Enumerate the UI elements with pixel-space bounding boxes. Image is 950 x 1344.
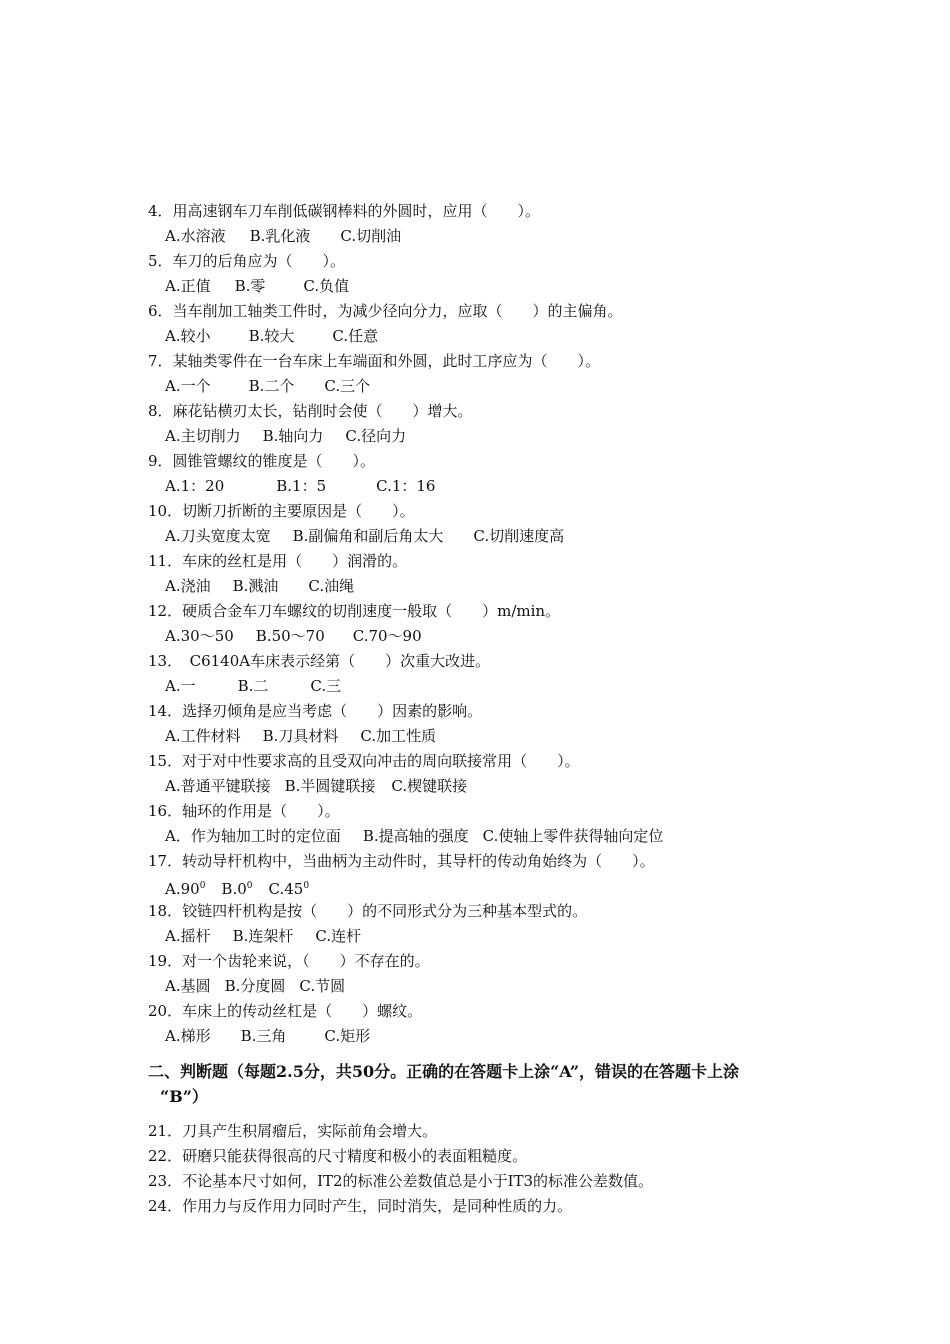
degree-superscript: 0 [246,881,253,891]
option-label: B.刀具材料 [262,727,339,745]
question-text: 12．硬质合金车刀车螺纹的切削速度一般取（ ）m/min。 [148,602,561,620]
option-a [165,974,211,999]
question-options [148,874,838,899]
option-a [165,324,211,349]
option-label: A.普通平键联接 [165,777,271,795]
option-label: C.45 [268,880,304,898]
option-a [165,1024,211,1049]
option-b [221,874,252,902]
option-label: C.油绳 [308,577,355,595]
option-b [256,624,325,649]
question-options [148,974,838,999]
option-label: C.任意 [332,327,379,345]
option-c [324,1024,370,1049]
option-label: A.30～50 [165,627,234,645]
option-label: C.节圆 [299,977,346,995]
option-c [391,774,467,799]
option-label: C.楔键联接 [391,777,468,795]
option-c [345,424,406,449]
option-c [353,624,422,649]
option-c [269,874,310,902]
option-label: B.提高轴的强度 [362,827,469,845]
option-label: A.工件材料 [165,727,241,745]
option-b [233,574,279,599]
option-label: B.轴向力 [262,427,324,445]
option-label: B.半圆键联接 [284,777,376,795]
judgment-statement: 24．作用力与反作用力同时产生，同时消失，是同种性质的力。 [148,1197,573,1215]
option-b [263,724,339,749]
option-label: B.0 [221,880,247,898]
question-text: 20．车床上的传动丝杠是（ ）螺纹。 [148,1002,423,1020]
option-label: C.使轴上零件获得轴向定位 [482,827,664,845]
option-label: C.三个 [324,377,371,395]
option-b [233,924,294,949]
option-c [376,474,435,499]
question-options [148,524,838,549]
option-b [285,774,376,799]
option-a [165,524,271,549]
option-a [165,824,341,849]
option-label: A.一 [165,677,196,695]
question-text: 11．车床的丝杠是用（ ）润滑的。 [148,552,408,570]
option-a [165,374,211,399]
option-a [165,574,211,599]
option-label: A.摇杆 [165,927,211,945]
option-label: B.副偏角和副后角太大 [292,527,444,545]
option-label: B.溅油 [232,577,279,595]
option-c [360,724,436,749]
option-c [473,524,564,549]
question-options [148,674,838,699]
option-label: C.切削油 [340,227,402,245]
option-a [165,874,205,902]
question-text: 9．圆锥管螺纹的锥度是（ ）。 [148,452,376,470]
option-a [165,724,241,749]
judgment-statement: 21．刀具产生积屑瘤后，实际前角会增大。 [148,1122,438,1140]
question-options [148,424,838,449]
option-label: A．作为轴加工时的定位面 [165,827,341,845]
question-text: 13． C6140A车床表示经第（ ）次重大改进。 [148,652,491,670]
option-label: B.二 [237,677,269,695]
option-b [249,374,295,399]
section-heading [148,1059,838,1109]
option-label: C.切削速度高 [473,527,565,545]
option-a [165,924,211,949]
option-label: A.刀头宽度太宽 [165,527,271,545]
option-b [263,424,324,449]
question-text: 18．铰链四杆机构是按（ ）的不同形式分为三种基本型式的。 [148,902,588,920]
option-label: C.三 [310,677,342,695]
question-options [148,774,838,799]
section-heading-line1: 二、判断题（每题2.5分，共50分。正确的在答题卡上涂“A”，错误的在答题卡上涂 [148,1062,740,1081]
option-label: C.70～90 [352,627,422,645]
option-c [308,574,354,599]
option-b [235,274,266,299]
option-label: A.基圆 [165,977,211,995]
option-c [332,324,378,349]
option-b [363,824,469,849]
question-text: 15．对于对中性要求高的且受双向冲击的周向联接常用（ ）。 [148,752,580,770]
question-text: 10．切断刀折断的主要原因是（ ）。 [148,502,415,520]
option-label: A.1：20 [165,477,225,495]
question-text: 4．用高速钢车刀车削低碳钢棒料的外圆时，应用（ ）。 [148,202,541,220]
option-c [340,224,401,249]
option-b [276,474,326,499]
option-a [165,774,271,799]
question-options [148,924,838,949]
option-label: B.50～70 [255,627,325,645]
option-b [241,1024,287,1049]
option-c [483,824,664,849]
option-label: C.加工性质 [360,727,437,745]
option-a [165,624,234,649]
option-b [238,674,269,699]
option-a [165,474,224,499]
option-b [225,974,286,999]
question-text: 19．对一个齿轮来说，（ ）不存在的。 [148,952,430,970]
option-label: A.较小 [165,327,211,345]
option-label: A.正值 [165,277,211,295]
question-options [148,324,838,349]
degree-superscript: 0 [303,881,310,891]
question-text: 14．选择刃倾角是应当考虑（ ）因素的影响。 [148,702,483,720]
option-b [250,224,311,249]
question-text: 6．当车削加工轴类工件时，为减少径向分力，应取（ ）的主偏角。 [148,302,623,320]
option-label: C.1：16 [376,477,436,495]
option-c [324,374,370,399]
option-label: A.一个 [165,377,211,395]
question-options [148,224,838,249]
option-label: B.三角 [240,1027,287,1045]
exam-content [148,199,838,1219]
question-options [148,474,838,499]
option-label: C.径向力 [345,427,407,445]
question-options [148,624,838,649]
option-label: A.水溶液 [165,227,226,245]
question-text: 16．轴环的作用是（ ）。 [148,802,340,820]
option-label: A.90 [165,880,200,898]
judgment-list [148,1119,838,1219]
option-label: B.分度圆 [224,977,286,995]
degree-superscript: 0 [199,881,206,891]
option-label: B.二个 [248,377,295,395]
question-text: 17．转动导杆机构中，当曲柄为主动件时，其导杆的传动角始终为（ ）。 [148,852,655,870]
question-text: 8．麻花钻横刃太长，钻削时会使（ ）增大。 [148,402,473,420]
option-c [299,974,345,999]
option-a [165,674,196,699]
option-c [303,274,349,299]
question-options [148,274,838,299]
option-label: A.梯形 [165,1027,211,1045]
option-label: B.较大 [248,327,295,345]
option-label: B.1：5 [276,477,327,495]
question-options [148,1024,838,1049]
question-options [148,374,838,399]
option-a [165,424,241,449]
question-options [148,824,838,849]
question-text: 7．某轴类零件在一台车床上车端面和外圆，此时工序应为（ ）。 [148,352,601,370]
question-options [148,574,838,599]
option-b [249,324,295,349]
judgment-statement: 22．研磨只能获得很高的尺寸精度和极小的表面粗糙度。 [148,1147,528,1165]
option-label: B.乳化液 [249,227,311,245]
option-c [310,674,341,699]
option-b [293,524,444,549]
option-a [165,274,211,299]
option-label: C.矩形 [324,1027,371,1045]
question-text: 5．车刀的后角应为（ ）。 [148,252,346,270]
section-heading-line2: “B”） [160,1087,208,1106]
option-label: C.连杆 [315,927,362,945]
option-label: B.零 [234,277,266,295]
question-options [148,724,838,749]
option-label: A.浇油 [165,577,211,595]
option-a [165,224,226,249]
option-label: B.连架杆 [232,927,294,945]
option-label: C.负值 [303,277,350,295]
judgment-statement: 23．不论基本尺寸如何，IT2的标准公差数值总是小于IT3的标准公差数值。 [148,1172,654,1190]
option-c [315,924,361,949]
multiple-choice-list [148,199,838,1049]
option-label: A.主切削力 [165,427,241,445]
